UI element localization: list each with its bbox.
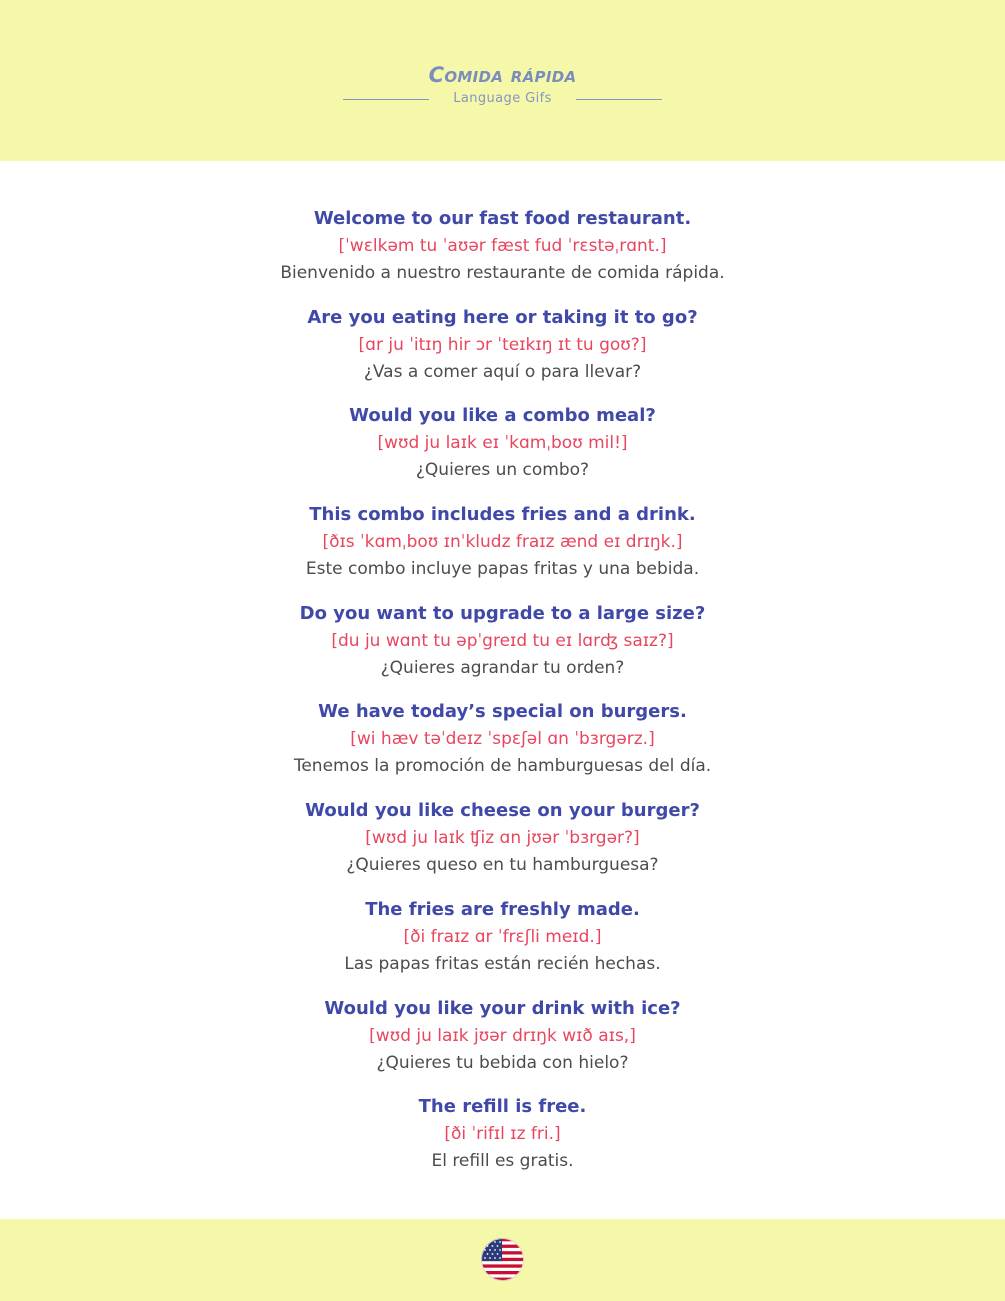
spanish-translation: Tenemos la promoción de hamburguesas del día. <box>293 756 712 777</box>
ipa-transcription: [ɑr ju ˈitɪŋ hir ɔr ˈteɪkɪŋ ɪt tu goʊ?] <box>358 334 647 355</box>
ipa-transcription: [wʊd ju laɪk jʊər drɪŋk wɪð aɪs,] <box>369 1025 636 1046</box>
spanish-translation: ¿Quieres queso en tu hamburguesa? <box>346 855 659 876</box>
english-phrase: Would you like cheese on your burger? <box>305 800 700 822</box>
subtitle-rule-right <box>576 99 662 100</box>
english-phrase: This combo includes fries and a drink. <box>309 504 696 526</box>
ipa-transcription: [wʊd ju laɪk eɪ ˈkɑmˌboʊ mil!] <box>377 433 628 454</box>
english-phrase: Are you eating here or taking it to go? <box>307 306 698 328</box>
phrase-item <box>0 402 1005 501</box>
spanish-translation: ¿Vas a comer aquí o para llevar? <box>363 361 642 382</box>
page-title: Comida rápida <box>428 63 577 87</box>
ipa-transcription: [ðɪs ˈkɑmˌboʊ ɪnˈkludz fraɪz ænd eɪ drɪŋk.] <box>322 532 683 553</box>
phrase-item <box>0 205 1005 304</box>
phrase-item <box>0 698 1005 797</box>
phrase-item <box>0 797 1005 896</box>
ipa-transcription: [wi hæv təˈdeɪz ˈspɛʃəl ɑn ˈbɜrgərz.] <box>350 729 655 750</box>
ipa-transcription: [ði fraɪz ɑr ˈfrɛʃli meɪd.] <box>403 926 602 947</box>
english-phrase: Would you like your drink with ice? <box>324 997 681 1019</box>
phrase-item <box>0 995 1005 1094</box>
header-band <box>0 0 1005 161</box>
phrase-list <box>0 205 1005 1192</box>
ipa-transcription: [du ju wɑnt tu əpˈgreɪd tu eɪ lɑrʤ saɪz?] <box>331 630 674 651</box>
english-phrase: Do you want to upgrade to a large size? <box>299 602 706 624</box>
phrase-item <box>0 1093 1005 1192</box>
english-phrase: The fries are freshly made. <box>365 898 640 920</box>
us-flag-icon <box>481 1238 524 1281</box>
spanish-translation: Este combo incluye papas fritas y una bebida. <box>305 559 700 580</box>
spanish-translation: ¿Quieres tu bebida con hielo? <box>376 1052 629 1073</box>
english-phrase: Welcome to our fast food restaurant. <box>313 208 692 229</box>
phrase-item <box>0 304 1005 403</box>
ipa-transcription: [ði ˈrifɪl ɪz fri.] <box>444 1124 561 1145</box>
spanish-translation: Bienvenido a nuestro restaurante de comida rápida. <box>280 263 725 283</box>
phrase-item <box>0 896 1005 995</box>
spanish-translation: ¿Quieres agrandar tu orden? <box>380 657 625 678</box>
english-phrase: Would you like a combo meal? <box>349 405 656 427</box>
phrase-item <box>0 600 1005 699</box>
page-subtitle: Language Gifs <box>453 91 552 106</box>
ipa-transcription: [wʊd ju laɪk ʧiz ɑn jʊər ˈbɜrgər?] <box>365 828 640 849</box>
spanish-translation: Las papas fritas están recién hechas. <box>344 953 661 974</box>
phrase-item <box>0 501 1005 600</box>
english-phrase: We have today’s special on burgers. <box>318 701 687 723</box>
spanish-translation: El refill es gratis. <box>431 1151 574 1172</box>
english-phrase: The refill is free. <box>418 1096 587 1118</box>
spanish-translation: ¿Quieres un combo? <box>415 460 590 481</box>
ipa-transcription: [ˈwɛlkəm tu ˈaʊər fæst fud ˈrɛstəˌrɑnt.] <box>338 236 667 256</box>
